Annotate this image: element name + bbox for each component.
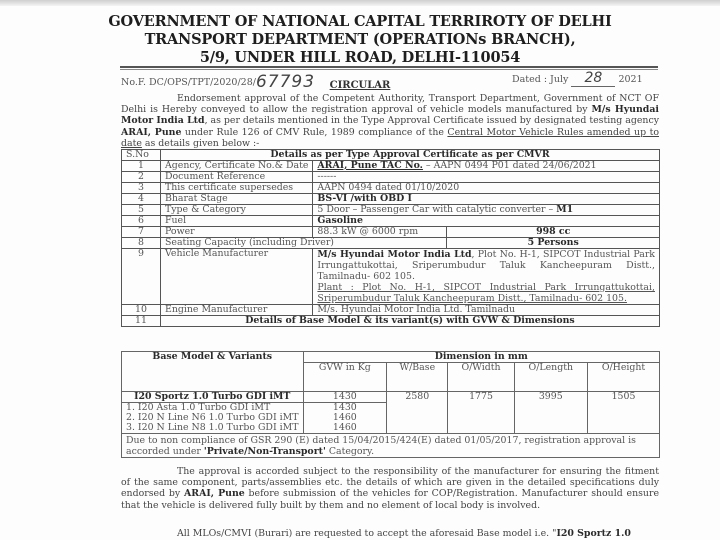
- variant-gvw: 1430: [303, 403, 387, 414]
- row-label: Document Reference: [161, 172, 313, 183]
- row-sno: 4: [122, 194, 161, 205]
- table-row: [122, 316, 660, 327]
- base-model-gvw: 1430: [303, 392, 387, 403]
- model-header-row: [122, 352, 660, 363]
- row-value: M/s Hyundai Motor India Ltd, Plot No. H-1, SIPCOT Industrial Park Irrungattukottai, Sriperumbudur Taluk Kancheepuram Distt., Tamilnadu- 602 105. Plant : Plot No. H-1, SIPCOT Industrial Park Irrungattukottai, Sriperumbudur Taluk Kancheepuram Distt., Tamilnadu- 602 105.: [313, 249, 660, 305]
- table-row: [122, 305, 660, 316]
- row-value-displacement: 998 cc: [447, 227, 660, 238]
- intro-agency: ARAI, Pune: [121, 126, 182, 138]
- variant-name: 3. I20 N Line N8 1.0 Turbo GDI iMT: [122, 423, 304, 434]
- base-model-oheight: 1505: [588, 392, 660, 434]
- dated-year: 2021: [618, 74, 643, 85]
- intro-text-4: as details given below :-: [141, 137, 260, 149]
- row-label: Agency, Certificate No.& Date: [161, 161, 313, 172]
- variant-gvw: 1460: [303, 423, 387, 434]
- approval-text-1: The approval is accorded subject to the responsibility of the manufacturer for ensuring the fitment of the same component, parts/assemblies etc. the details of which are given in the detailed specifications duly endorsed by: [121, 466, 659, 500]
- model-table: [121, 351, 660, 458]
- base-model-name: I20 Sportz 1.0 Turbo GDI iMT: [122, 392, 304, 403]
- row-sno: 6: [122, 216, 161, 227]
- variant-name: 1. I20 Asta 1.0 Turbo GDI iMT: [122, 403, 304, 414]
- reference-prefix: No.F. DC/OPS/TPT/2020/28/: [121, 77, 256, 88]
- row-sno: 10: [122, 305, 161, 316]
- col-owidth: O/Width: [448, 363, 514, 392]
- circular-title: CIRCULAR: [329, 80, 391, 91]
- row-label: Type & Category: [161, 205, 313, 216]
- row-sno: 5: [122, 205, 161, 216]
- header-address: 5/9, UNDER HILL ROAD, DELHI-110054: [199, 49, 521, 66]
- row-label: Bharat Stage: [161, 194, 313, 205]
- details-table: [121, 149, 660, 327]
- row-value-power: 88.3 kW @ 6000 rpm: [313, 227, 447, 238]
- row-sno: 7: [122, 227, 161, 238]
- table-row: [122, 249, 660, 305]
- intro-text-3: under Rule 126 of CMV Rule, 1989 compliance of the: [181, 126, 448, 138]
- header-department: TRANSPORT DEPARTMENT (OPERATIONs BRANCH),: [144, 31, 576, 48]
- approval-agency: ARAI, Pune: [184, 488, 245, 500]
- intro-text-2: , as per details mentioned in the Type Approval Certificate issued by designated testing agency: [204, 115, 659, 127]
- intro-text-1: Endorsement approval of the Competent Authority, Transport Department, Government of NCT OF Delhi is Hereby conveyed to allow the registration approval of vehicle models manufactured by: [121, 93, 659, 116]
- row-label: Vehicle Manufacturer: [161, 249, 313, 305]
- row-label: Engine Manufacturer: [161, 305, 313, 316]
- row-value: BS-VI /with OBD I: [313, 194, 660, 205]
- row-value: ------: [313, 172, 660, 183]
- row-sno: 2: [122, 172, 161, 183]
- row-label: Power: [161, 227, 313, 238]
- approval-paragraph: [121, 466, 659, 511]
- base-model-owidth: 1775: [448, 392, 514, 434]
- row-sno: 1: [122, 161, 161, 172]
- row-sno: 9: [122, 249, 161, 305]
- sno-header: S.No: [122, 150, 161, 161]
- dated-day: 28: [571, 70, 615, 87]
- col-gvw: GVW in Kg: [303, 363, 387, 392]
- compliance-note: Due to non compliance of GSR 290 (E) dated 15/04/2015/424(E) dated 01/05/2017, registration approval is accorded under 'Private/Non-Transport' Category.: [122, 434, 660, 458]
- base-model-wbase: 2580: [387, 392, 448, 434]
- table-row: [122, 194, 660, 205]
- table-row: [122, 205, 660, 216]
- scan-top-edge: [0, 0, 720, 6]
- table-row: [122, 238, 660, 249]
- base-model-row: [122, 392, 660, 403]
- row-value: ARAI, Pune TAC No. – AAPN 0494 P01 dated 24/06/2021: [313, 161, 660, 172]
- table-row: [122, 216, 660, 227]
- details-title: Details as per Type Approval Certificate as per CMVR: [161, 150, 660, 161]
- col-model-header: Base Model & Variants: [122, 352, 304, 392]
- approval-text-2: before submission of the vehicles for COP/Registration. Manufacturer should ensure that the vehicle is delivered fully built by them and no element of local body is involved.: [121, 488, 659, 511]
- header-government: GOVERNMENT OF NATIONAL CAPITAL TERRIROTY OF DELHI: [108, 13, 612, 30]
- row-value: AAPN 0494 dated 01/10/2020: [313, 183, 660, 194]
- row-value: 5 Persons: [447, 238, 660, 249]
- col-olength: O/Length: [514, 363, 587, 392]
- row-sno: 3: [122, 183, 161, 194]
- row-sno: 11: [122, 316, 161, 327]
- row-value: 5 Door – Passenger Car with catalytic converter – M1: [313, 205, 660, 216]
- note-row: [122, 434, 660, 458]
- reference-handwritten-number: 67793: [255, 72, 316, 92]
- row-sno: 8: [122, 238, 161, 249]
- row-value: M/s. Hyundai Motor India Ltd. Tamilnadu: [313, 305, 660, 316]
- table-row: [122, 183, 660, 194]
- header-rule: [120, 66, 658, 68]
- variant-gvw: 1460: [303, 413, 387, 423]
- row-section-title: Details of Base Model & its variant(s) with GVW & Dimensions: [161, 316, 660, 327]
- dated-label: Dated : July: [512, 74, 569, 85]
- col-wbase: W/Base: [387, 363, 448, 392]
- row-value: Gasoline: [313, 216, 660, 227]
- row-label: Fuel: [161, 216, 313, 227]
- details-header-row: [122, 150, 660, 161]
- col-oheight: O/Height: [588, 363, 660, 392]
- base-model-olength: 3995: [514, 392, 587, 434]
- mlo-model: I20 Sportz 1.0: [556, 528, 631, 539]
- intro-rules: Central Motor Vehicle Rules amended up to date: [121, 126, 659, 149]
- row-label: Seating Capacity (including Driver): [161, 238, 447, 249]
- intro-manufacturer: M/s Hyundai Motor India Ltd: [121, 104, 659, 127]
- row-label: This certificate supersedes: [161, 183, 313, 194]
- table-row: [122, 227, 660, 238]
- table-row: [122, 161, 660, 172]
- table-row: [122, 172, 660, 183]
- intro-paragraph: [121, 93, 659, 149]
- variant-name: 2. I20 N Line N6 1.0 Turbo GDI iMT: [122, 413, 304, 423]
- mlo-paragraph: [121, 528, 659, 539]
- col-dimension-header: Dimension in mm: [303, 352, 660, 363]
- mlo-text: All MLOs/CMVI (Burari) are requested to accept the aforesaid Base model i.e. ": [177, 528, 557, 539]
